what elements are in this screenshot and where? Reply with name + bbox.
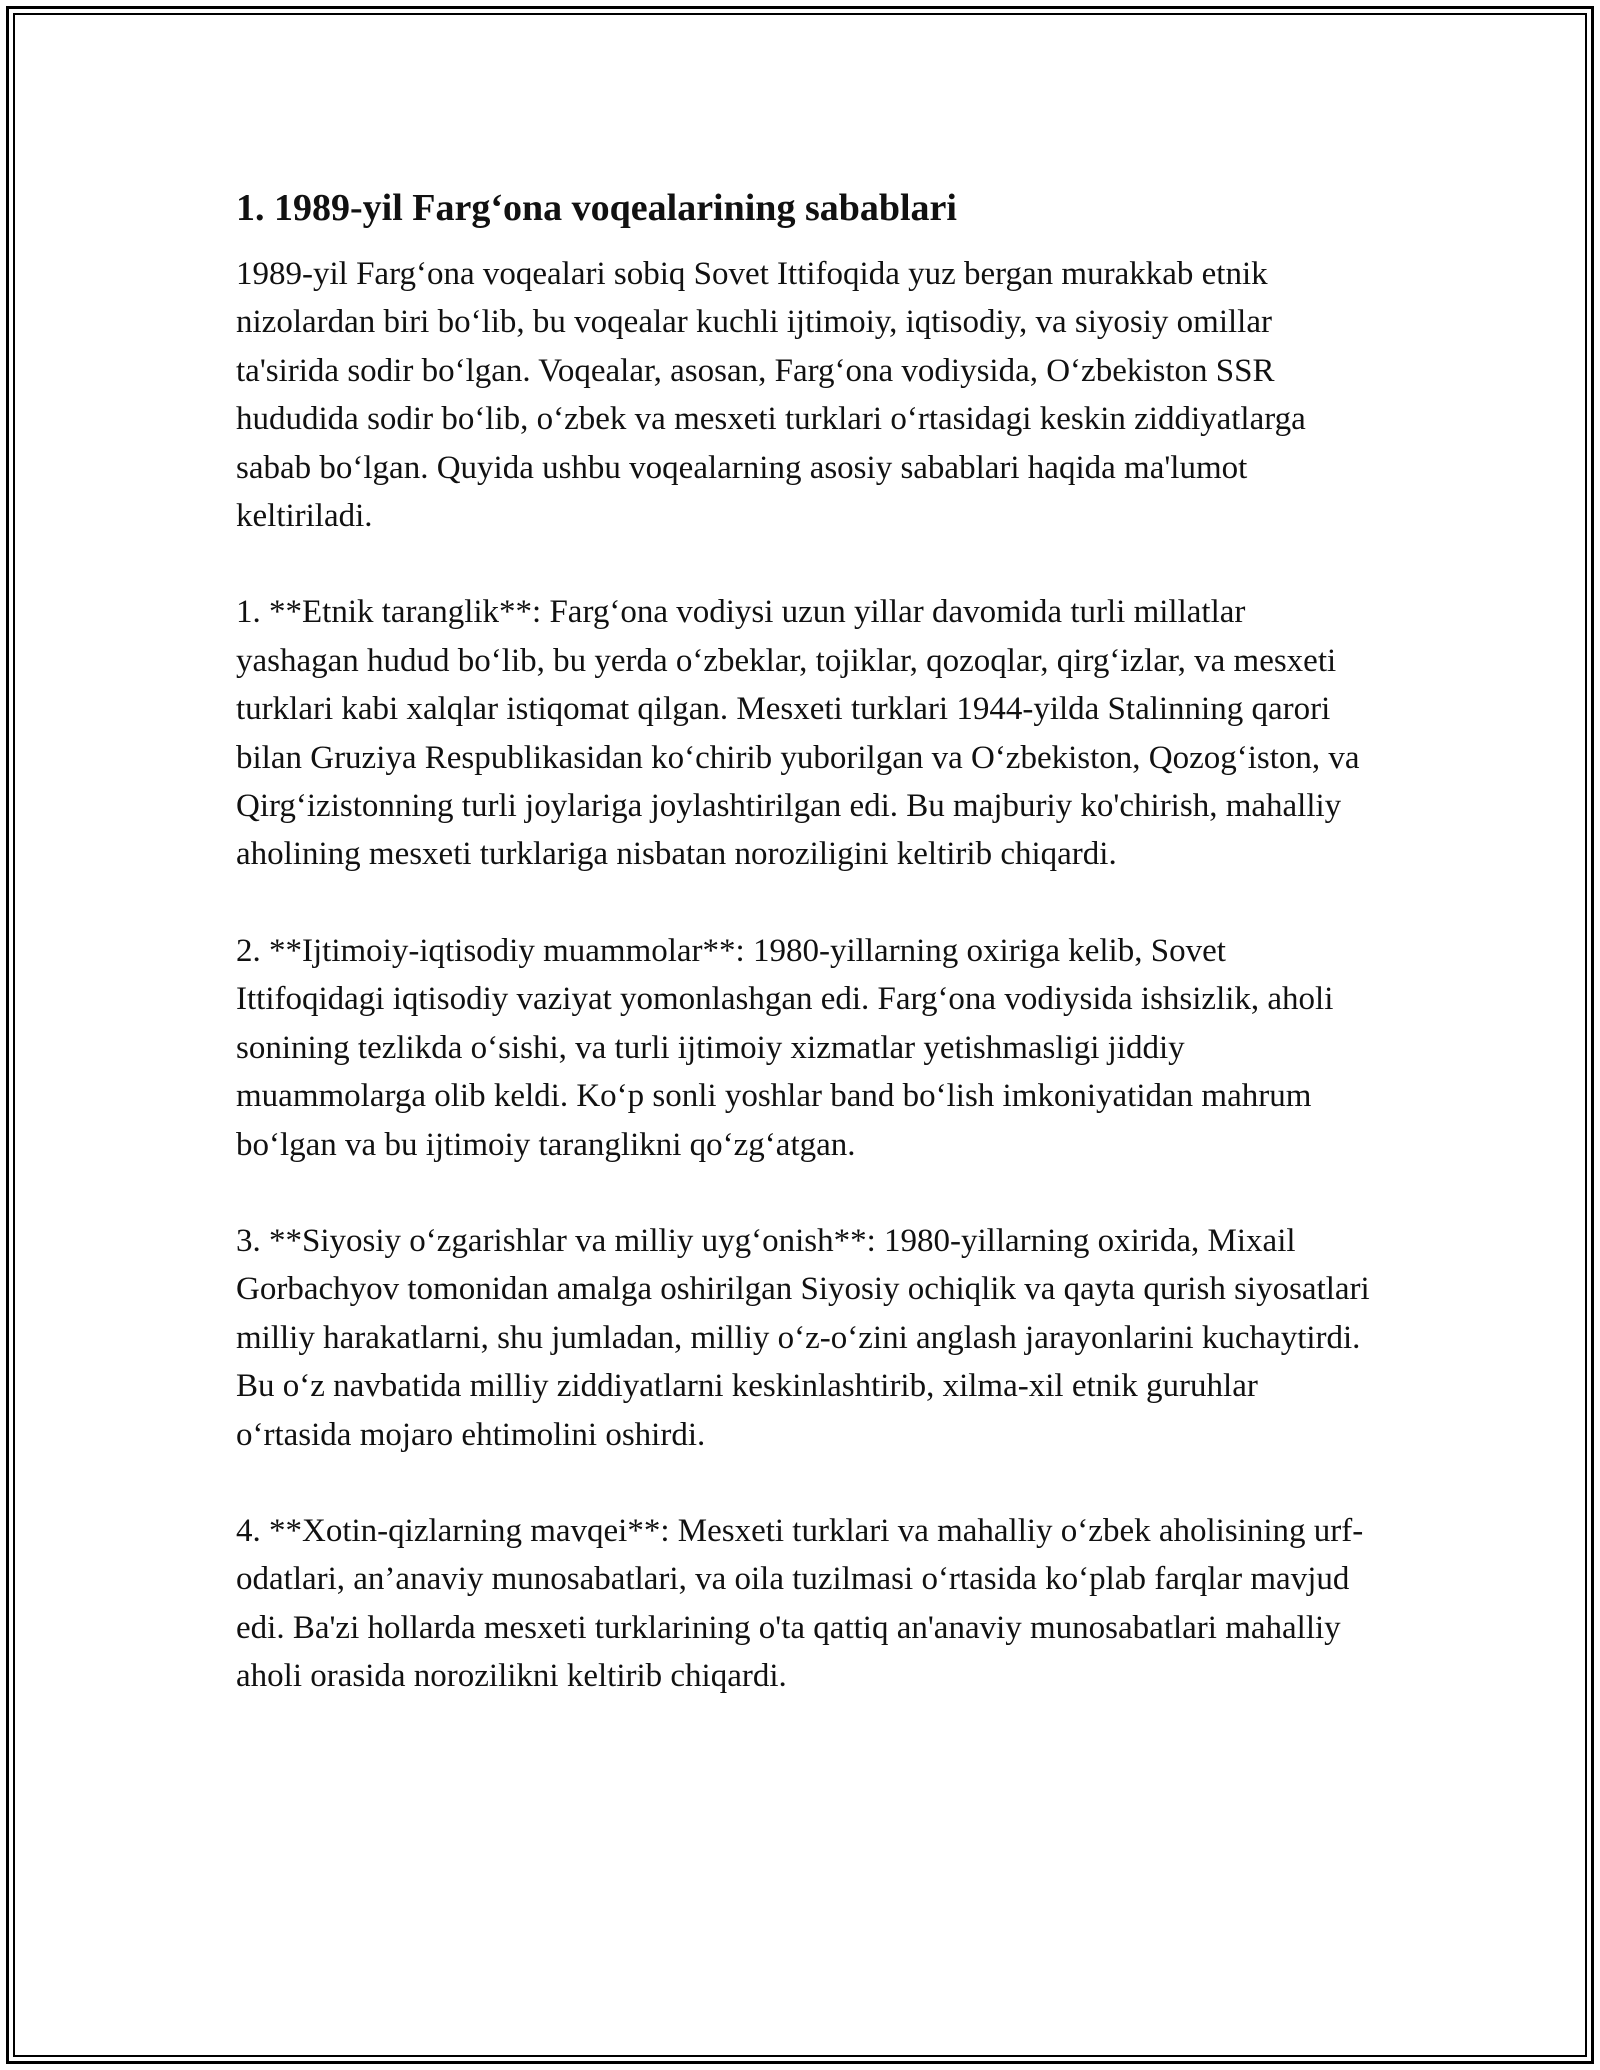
list-item-siyosiy-ozgarishlar: 3. **Siyosiy o‘zgarishlar va milliy uyg‘onish**: 1980-yillarning oxirida, Mixail Gorbachyov tomonidan amalga oshirilgan Siyosiy ochiqlik va qayta qurish siyosatlari milliy harakatlarni, shu jumladan, milliy o‘z-o‘zini anglash jarayonlarini kuchaytirdi. Bu o‘z navbatida milliy ziddiyatlarni keskinlashtirib, xilma-xil etnik guruhlar o‘rtasida mojaro ehtimolini oshirdi. bbox=[236, 1222, 1370, 1453]
document-body bbox=[236, 184, 1376, 1749]
list-item-xotin-qizlar: 4. **Xotin-qizlarning mavqei**: Mesxeti turklari va mahalliy o‘zbek aholisining urf-odatlari, an’anaviy munosabatlari, va oila tuzilmasi o‘rtasida ko‘plab farqlar mavjud edi. Ba'zi hollarda mesxeti turklarining o'ta qattiq an'anaviy munosabatlari mahalliy aholi orasida norozilikni keltirib chiqardi. bbox=[236, 1512, 1364, 1695]
section-heading: 1. 1989-yil Farg‘ona voqealarining sabablari bbox=[236, 187, 957, 229]
list-item-etnik-taranglik: 1. **Etnik taranglik**: Farg‘ona vodiysi uzun yillar davomida turli millatlar yashagan hudud bo‘lib, bu yerda o‘zbeklar, tojiklar, qozoqlar, qirg‘izlar, va mesxeti turklari kabi xalqlar istiqomat qilgan. Mesxeti turklari 1944-yilda Stalinning qarori bilan Gruziya Respublikasidan ko‘chirib yuborilgan va O‘zbekiston, Qozog‘iston, va Qirg‘izistonning turli joylariga joylashtirilgan edi. Bu majburiy ko'chirish, mahalliy aholining mesxeti turklariga nisbatan noroziligini keltirib chiqardi. bbox=[236, 594, 1360, 873]
list-item-ijtimoiy-iqtisodiy: 2. **Ijtimoiy-iqtisodiy muammolar**: 1980-yillarning oxiriga kelib, Sovet Ittifoqidagi iqtisodiy vaziyat yomonlashgan edi. Farg‘ona vodiysida ishsizlik, aholi sonining tezlikda o‘sishi, va turli ijtimoiy xizmatlar yetishmasligi jiddiy muammolarga olib keldi. Ko‘p sonli yoshlar band bo‘lish imkoniyatidan mahrum bo‘lgan va bu ijtimoiy taranglikni qo‘zg‘atgan. bbox=[236, 932, 1334, 1163]
intro-paragraph: 1989-yil Farg‘ona voqealari sobiq Sovet Ittifoqida yuz bergan murakkab etnik nizolardan biri bo‘lib, bu voqealar kuchli ijtimoiy, iqtisodiy, va siyosiy omillar ta'sirida sodir bo‘lgan. Voqealar, asosan, Farg‘ona vodiysida, O‘zbekiston SSR hududida sodir bo‘lib, o‘zbek va mesxeti turklari o‘rtasidagi keskin ziddiyatlarga sabab bo‘lgan. Quyida ushbu voqealarning asosiy sabablari haqida ma'lumot keltiriladi. bbox=[236, 256, 1306, 535]
